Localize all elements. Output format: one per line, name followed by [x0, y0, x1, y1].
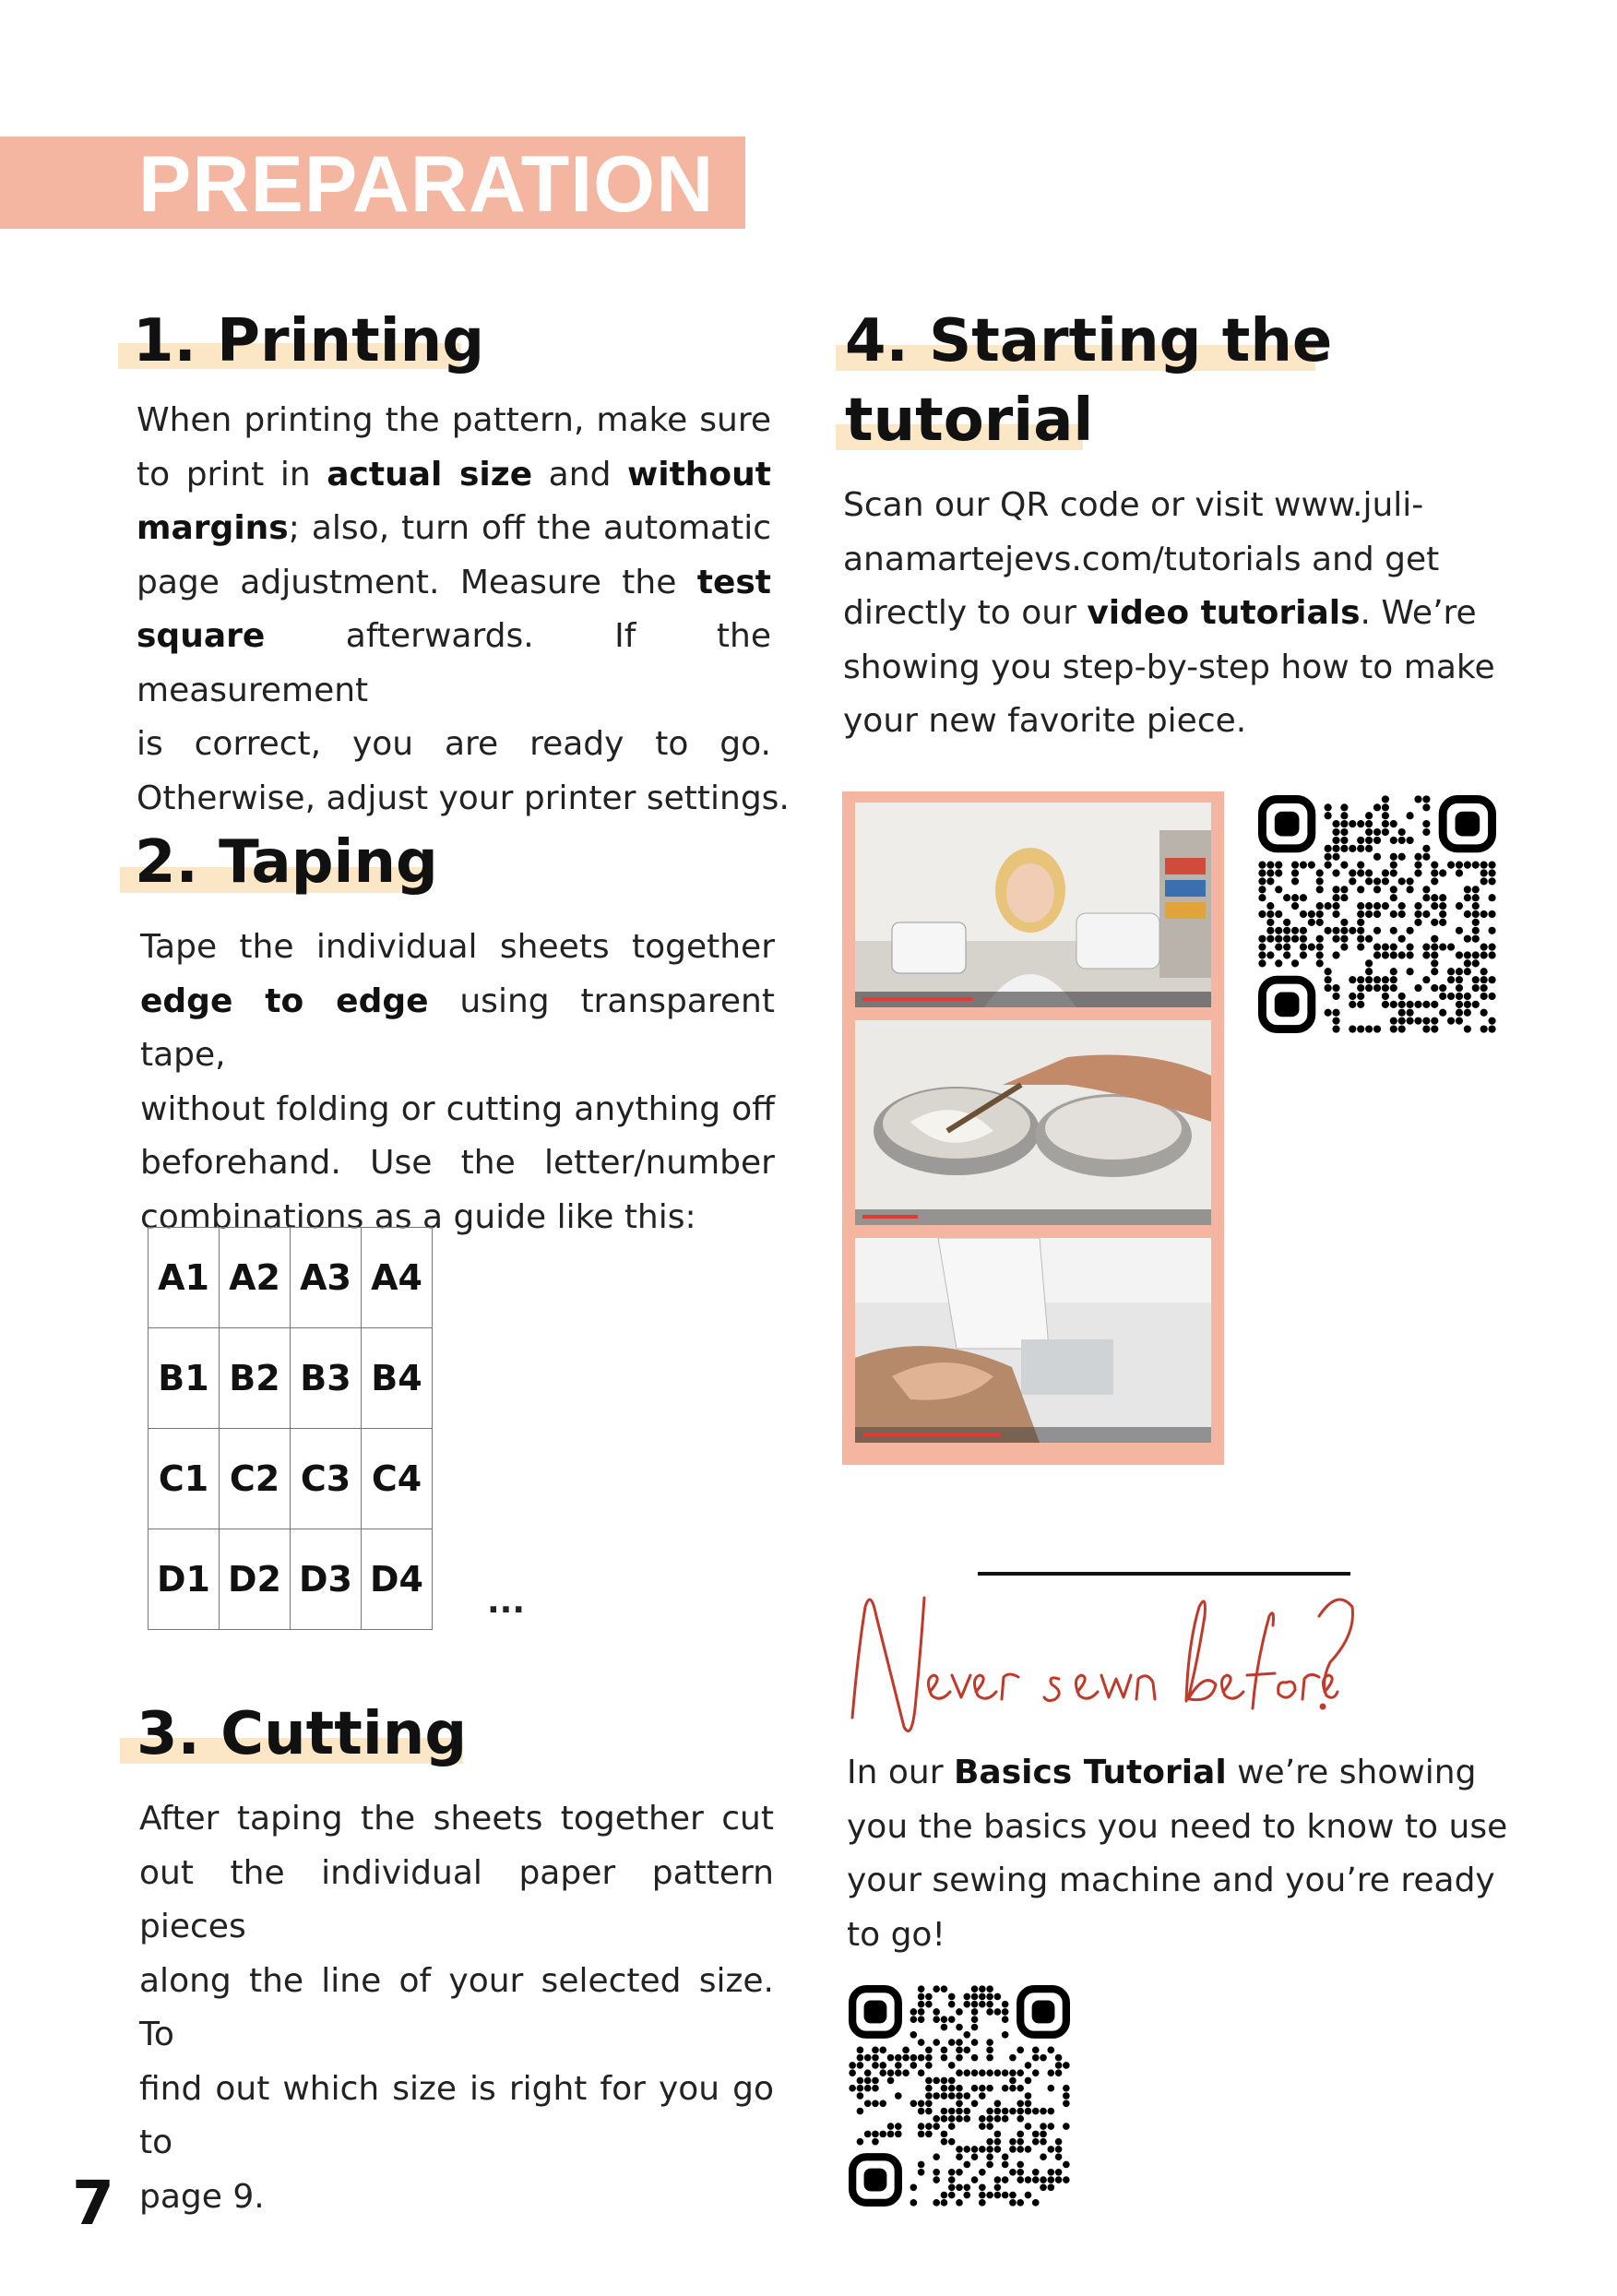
grid-cell: A3 — [291, 1228, 362, 1328]
text-line: page adjustment. Measure the test — [137, 563, 771, 601]
grid-row — [149, 1228, 433, 1328]
text-line: Scan our QR code or visit www.juli- — [843, 486, 1424, 524]
text-line: combinations as a guide like this: — [140, 1197, 696, 1236]
bold-text: without — [626, 455, 771, 494]
text-line: is correct, you are ready to go. — [137, 725, 771, 763]
text-line: When printing the pattern, make sure — [137, 401, 771, 439]
heading-printing: 1. Printing — [133, 307, 484, 375]
grid-cell: C2 — [220, 1429, 291, 1529]
text-line: to print in actual size and without — [137, 455, 771, 494]
sheet-combination-grid — [148, 1227, 433, 1630]
grid-cell: A1 — [149, 1228, 220, 1328]
text-line: In our Basics Tutorial we’re showing — [847, 1754, 1477, 1791]
grid-cell: A4 — [362, 1228, 433, 1328]
text-line: margins; also, turn off the automatic — [137, 509, 771, 547]
cutting-paragraph — [139, 1792, 774, 2224]
divider-line — [978, 1572, 1350, 1576]
banner-title: PREPARATION — [138, 140, 715, 229]
bold-text: actual size — [327, 455, 533, 494]
tutorial-paragraph — [843, 479, 1495, 749]
video-thumbnail-dyeing[interactable] — [855, 1020, 1211, 1225]
text-line: you the basics you need to know to use — [847, 1807, 1508, 1846]
text-line: out the individual paper pattern pieces — [139, 1853, 774, 1945]
text-line: Otherwise, adjust your printer settings. — [137, 779, 790, 817]
text-line: find out which size is right for you go to — [139, 2069, 774, 2161]
text-line: anamartejevs.com/tutorials and get — [843, 540, 1440, 578]
heading-tutorial-line1: 4. Starting the — [845, 307, 1333, 375]
text-line: your new favorite piece. — [843, 702, 1247, 740]
bold-text: video tutorials — [1087, 594, 1361, 632]
bold-text: Basics Tutorial — [953, 1754, 1227, 1791]
grid-row — [149, 1529, 433, 1630]
text-line: showing you step-by-step how to make — [843, 648, 1495, 686]
text-line: directly to our video tutorials. We’re — [843, 594, 1477, 632]
video-thumbnail-host[interactable] — [855, 803, 1211, 1007]
script-heading-text — [839, 1579, 849, 1580]
qr-code-tutorials[interactable] — [1258, 795, 1496, 1033]
video-screenshots-frame — [842, 791, 1224, 1465]
text-line: to go! — [847, 1915, 945, 1954]
heading-taping: 2. Taping — [135, 828, 438, 897]
bold-text: test — [696, 563, 771, 601]
bold-text: edge to edge — [140, 981, 429, 1020]
grid-cell: D4 — [362, 1529, 433, 1630]
script-heading-never-sewn — [839, 1579, 1356, 1745]
grid-row — [149, 1429, 433, 1529]
text-line: square afterwards. If the measurement — [137, 617, 771, 709]
bold-text: square — [137, 617, 266, 655]
grid-cell: B1 — [149, 1328, 220, 1429]
text-line: edge to edge using transparent tape, — [140, 981, 775, 1074]
bold-text: margins — [137, 509, 289, 547]
never-sewn-paragraph — [847, 1746, 1511, 1962]
printing-paragraph — [137, 394, 790, 826]
video-thumbnail-sewing[interactable] — [855, 1238, 1211, 1443]
text-line: Tape the individual sheets together — [140, 928, 775, 966]
grid-row — [149, 1328, 433, 1429]
taping-paragraph — [140, 921, 775, 1244]
heading-cutting: 3. Cutting — [137, 1700, 468, 1768]
text-line: beforehand. Use the letter/number — [140, 1144, 775, 1182]
heading-tutorial-line2: tutorial — [845, 387, 1094, 455]
qr-code-basics-tutorial[interactable] — [849, 1985, 1070, 2207]
grid-cell: D1 — [149, 1529, 220, 1630]
text-line: without folding or cutting anything off — [140, 1089, 775, 1128]
grid-cell: A2 — [220, 1228, 291, 1328]
grid-ellipsis: ... — [487, 1583, 526, 1621]
grid-cell: B2 — [220, 1328, 291, 1429]
grid-cell: B3 — [291, 1328, 362, 1429]
page-number: 7 — [72, 2168, 114, 2239]
grid-cell: D2 — [220, 1529, 291, 1630]
text-line: After taping the sheets together cut — [139, 1800, 774, 1838]
grid-cell: D3 — [291, 1529, 362, 1630]
grid-cell: C1 — [149, 1429, 220, 1529]
text-line: along the line of your selected size. To — [139, 1961, 774, 2053]
text-line: page 9. — [139, 2177, 265, 2216]
grid-cell: C4 — [362, 1429, 433, 1529]
grid-cell: B4 — [362, 1328, 433, 1429]
text-line: your sewing machine and you’re ready — [847, 1862, 1495, 1899]
grid-cell: C3 — [291, 1429, 362, 1529]
